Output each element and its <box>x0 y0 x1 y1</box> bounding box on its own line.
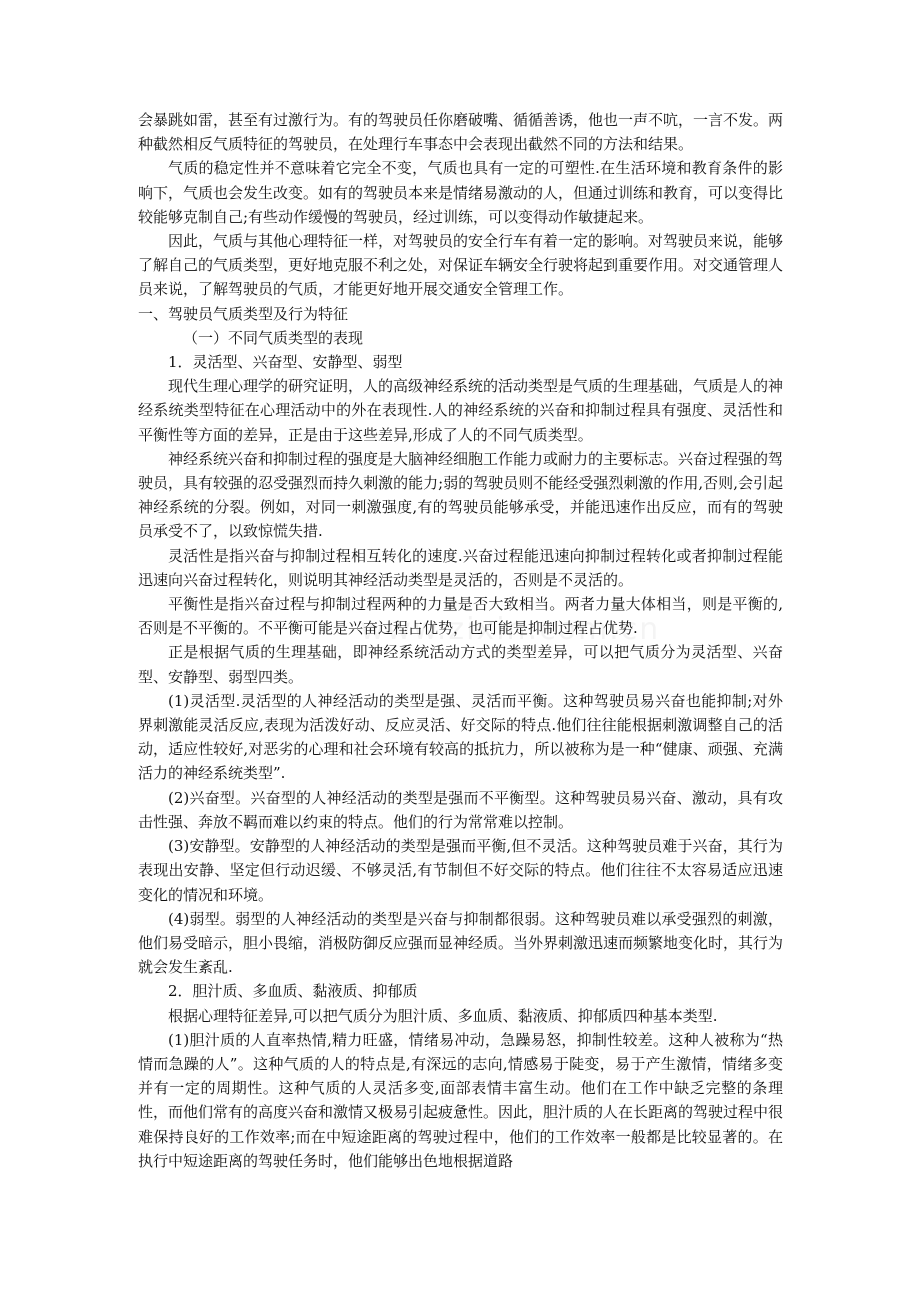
paragraph-classification: 正是根据气质的生理基础，即神经系统活动方式的类型差异，可以把气质分为灵活型、兴奋型、安静型、弱型四类。 <box>138 643 783 686</box>
paragraph-strength: 神经系统兴奋和抑制过程的强度是大脑神经细胞工作能力或耐力的主要标志。兴奋过程强的驾驶员，具有较强的忍受强烈而持久刺激的能力;弱的驾驶员则不能经受强烈刺激的作用,否则,会引起神经系统的分裂。例如，对同一刺激强度,有的驾驶员能够承受，并能迅速作出反应，而有的驾驶员承受不了，以致惊慌失措. <box>138 449 784 541</box>
paragraph-choleric: (1)胆汁质的人直率热情,精力旺盛，情绪易冲动，急躁易怒，抑制性较差。这种人被称为“热情而急躁的人”。这种气质的人的特点是,有深远的志向,情感易于陡变，易于产生激情，情绪多变并有一定的周期性。这种气质的人灵活多变,面部表情丰富生动。他们在工作中缺乏完整的条理性，而他们常有的高度兴奋和激情又极易引起疲惫性。因此，胆汁质的人在长距离的驾驶过程中很难保持良好的工作效率;而在中短途距离的驾驶过程中，他们的工作效率一般都是比较显著的。在执行中短途距离的驾驶任务时，他们能够出色地根据道路 <box>138 1030 784 1170</box>
subsection-heading: （一）不同气质类型的表现 <box>183 328 364 347</box>
paragraph-continued: 会暴跳如雷，甚至有过激行为。有的驾驶员任你磨破嘴、循循善诱，他也一声不吭，一言不发。两种截然相反气质特征的驾驶员，在处理行车事态中会表现出截然不同的方法和结果。 <box>138 111 784 154</box>
document-body <box>138 108 783 1173</box>
paragraph-calm-type: (3)安静型。安静型的人神经活动的类型是强而平衡,但不灵活。这种驾驶员难于兴奋，其行为表现出安静、坚定但行动迟缓、不够灵活,有节制但不好交际的特点。他们往往不太容易适应迅速变化的情况和环境。 <box>138 837 783 904</box>
paragraph-excitable-type: (2)兴奋型。兴奋型的人神经活动的类型是强而不平衡型。这种驾驶员易兴奋、激动，具有攻击性强、奔放不羁而难以约束的特点。他们的行为常常难以控制。 <box>138 788 783 831</box>
list-heading-2: 2．胆汁质、多血质、黏液质、抑郁质 <box>168 982 418 1001</box>
paragraph-physiology: 现代生理心理学的研究证明，人的高级神经系统的活动类型是气质的生理基础，气质是人的神经系统类型特征在心理活动中的外在表现性.人的神经系统的兴奋和抑制过程具有强度、灵活性和平衡性等方面的差异，正是由于这些差异,形成了人的不同气质类型。 <box>138 377 784 444</box>
paragraph-balance: 平衡性是指兴奋过程与抑制过程两种的力量是否大致相当。两者力量大体相当，则是平衡的,否则是不平衡的。不平衡可能是兴奋过程占优势，也可能是抑制过程占优势. <box>138 595 783 638</box>
paragraph-conclusion: 因此，气质与其他心理特征一样，对驾驶员的安全行车有着一定的影响。对驾驶员来说，能够了解自己的气质类型，更好地克服不利之处，对保证车辆安全行驶将起到重要作用。对交通管理人员来说，了解驾驶员的气质，才能更好地开展交通安全管理工作。 <box>138 232 784 299</box>
paragraph-four-types: 根据心理特征差异,可以把气质分为胆汁质、多血质、黏液质、抑郁质四种基本类型. <box>168 1006 718 1025</box>
paragraph-weak-type: (4)弱型。弱型的人神经活动的类型是兴奋与抑制都很弱。这种驾驶员难以承受强烈的刺激，他们易受暗示，胆小畏缩，消极防御反应强而显神经质。当外界刺激迅速而频繁地变化时，其行为就会发生紊乱. <box>138 909 784 977</box>
list-heading-1: 1．灵活型、兴奋型、安静型、弱型 <box>168 353 403 372</box>
paragraph-flexibility: 灵活性是指兴奋与抑制过程相互转化的速度.兴奋过程能迅速向抑制过程转化或者抑制过程能迅速向兴奋过程转化，则说明其神经活动类型是灵活的，否则是不灵活的。 <box>138 546 783 589</box>
section-heading: 一、驾驶员气质类型及行为特征 <box>138 304 349 323</box>
paragraph-flexible-type: (1)灵活型.灵活型的人神经活动的类型是强、灵活而平衡。这种驾驶员易兴奋也能抑制;对外界刺激能灵活反应,表现为活泼好动、反应灵活、好交际的特点.他们往往能根据刺激调整自己的活动，适应性较好,对恶劣的心理和社会环境有较高的抵抗力，所以被称为是一种“健康、顽强、充满活力的神经系统类型”. <box>138 691 783 783</box>
paragraph-plasticity: 气质的稳定性并不意味着它完全不变，气质也具有一定的可塑性.在生活环境和教育条件的影响下，气质也会发生改变。如有的驾驶员本来是情绪易激动的人，但通过训练和教育，可以变得比较能够克制自己;有些动作缓慢的驾驶员，经过训练，可以变得动作敏捷起来。 <box>138 159 784 226</box>
